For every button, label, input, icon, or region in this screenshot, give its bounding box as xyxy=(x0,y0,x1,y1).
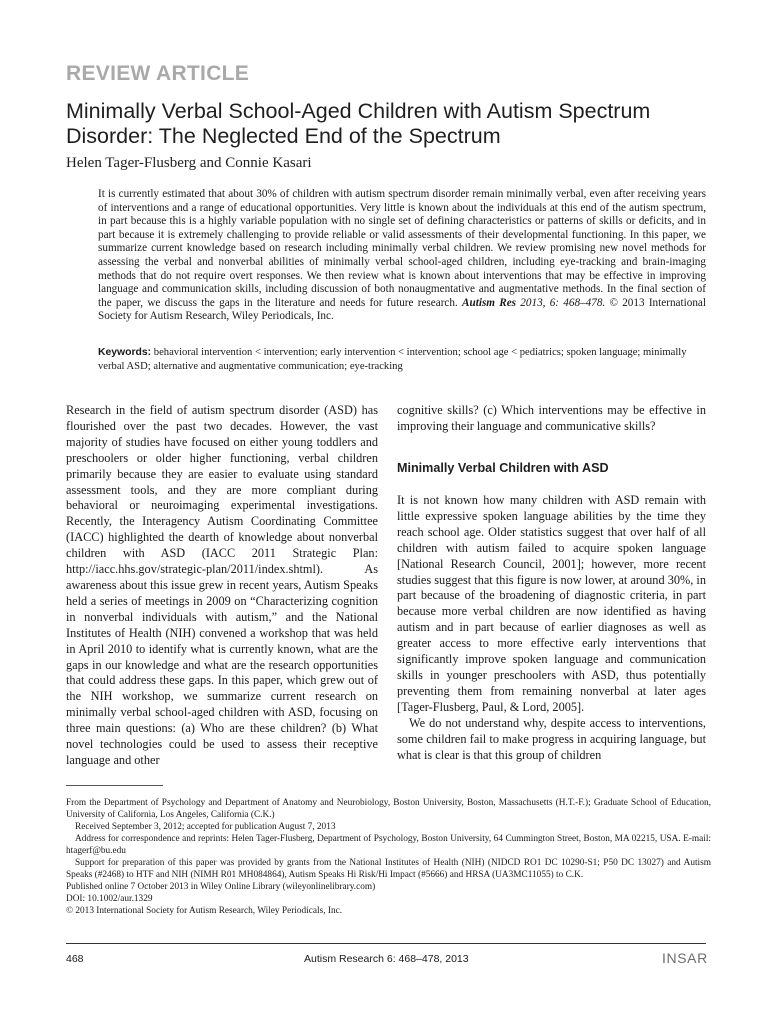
keywords-label: Keywords: xyxy=(98,347,152,358)
abstract-journal: Autism Res xyxy=(462,296,517,309)
body-right-column xyxy=(397,493,706,763)
body-right-column-intro: cognitive skills? (c) Which interventions may be effective in improving their language and communicative skills? xyxy=(397,403,706,433)
footnote-support: Support for preparation of this paper was provided by grants from the National Institutes of Health (NIH) (NIDCD RO1 DC 10290-S1; P50 DC 13027) and Autism Speaks (#2468) to HTF and NIH (NIMH R01 MH084864), Autism Speaks Hi Risk/Hi Impact (#5666) and HRSA (UA3MC11055) to C.K. xyxy=(66,858,711,880)
article-title: Minimally Verbal School-Aged Children with Autism Spectrum Disorder: The Neglected End of the Spectrum xyxy=(66,99,651,148)
section-heading: Minimally Verbal Children with ASD xyxy=(397,461,609,475)
article-type-label: REVIEW ARTICLE xyxy=(66,62,250,85)
journal-citation: Autism Research 6: 468–478, 2013 xyxy=(304,953,469,965)
paragraph: We do not understand why, despite access to interventions, some children fail to make progress in acquiring language, but what is clear is that this group of children xyxy=(397,715,706,762)
keywords-text: behavioral intervention < intervention; early intervention < intervention; school age < pediatrics; spoken language; minimally verbal ASD; alternative and augmentative communication; eye-tracking xyxy=(98,347,687,372)
footnote-copyright: © 2013 International Society for Autism Research, Wiley Periodicals, Inc. xyxy=(66,906,343,916)
footnote-divider xyxy=(66,785,163,786)
paragraph: It is not known how many children with ASD remain with little expressive spoken language abilities by the time they reach school age. Older statistics suggest that over half of all children with autism failed to acquire spoken language [National Research Council, 2001]; however, more recent studies suggest that this figure is now lower, at around 30%, in part because of the broadening of diagnostic criteria, in part because more verbal children are now identified as having autism and in part because of earlier diagnoses as well as greater access to more effective early interventions that significantly improve spoken language and communication skills in younger preschoolers with ASD, thus potentially preventing them from remaining nonverbal at later ages [Tager-Flusberg, Paul, & Lord, 2005]. xyxy=(397,493,706,714)
publisher-logo: INSAR xyxy=(662,950,708,966)
abstract-citation: 2013, 6: 468–478. xyxy=(520,296,606,309)
footnote-received: Received September 3, 2012; accepted for publication August 7, 2013 xyxy=(75,822,336,832)
keywords xyxy=(98,346,708,373)
author-list: Helen Tager-Flusberg and Connie Kasari xyxy=(66,155,312,171)
body-left-column: Research in the field of autism spectrum disorder (ASD) has flourished over the past two decades. However, the vast majority of studies have focused on either young toddlers and preschoolers or older higher functioning, verbal children primarily because they are easier to evaluate using standard assessment tools, and they are more compliant during behavioral or neuroimaging experimental investigations. Recently, the Interagency Autism Coordinating Committee (IACC) highlighted the dearth of knowledge about nonverbal children with ASD (IACC 2011 Strategic Plan: http://iacc.hhs.gov/strategic-plan/2011/index.shtml). As awareness about this issue grew in recent years, Autism Speaks held a series of meetings in 2009 on “Characterizing cognition in nonverbal individuals with autism,” and the National Institutes of Health (NIH) convened a workshop that was held in April 2010 to identify what is currently known, what are the gaps in our knowledge and what are the research opportunities that could address these gaps. In this paper, which grew out of the NIH workshop, we summarize current research on minimally verbal school-aged children with ASD, focusing on three main questions: (a) Who are these children? (b) What novel technologies could be used to assess their receptive language and other xyxy=(66,403,378,767)
footnote-published: Published online 7 October 2013 in Wiley Online Library (wileyonlinelibrary.com) xyxy=(66,882,376,892)
abstract-body: It is currently estimated that about 30% of children with autism spectrum disorder remain minimally verbal, even after receiving years of interventions and a range of educational opportunities. Very little is known about the individuals at this end of the autism spectrum, in part because this is a highly variable population with no single set of defining characteristics or patterns of skills or deficits, and in part because it is extremely challenging to provide reliable or valid assessments of their developmental functioning. In this paper, we summarize current knowledge based on research including minimally verbal children. We review promising new novel methods for assessing the verbal and nonverbal abilities of minimally verbal school-aged children, including eye-tracking and brain-imaging methods that do not require overt responses. We then review what is known about interventions that may be effective in improving language and communication skills, including discussion of both nonaugmentative and augmentative methods. In the final section of the paper, we discuss the gaps in the literature and needs for future research. xyxy=(98,188,706,309)
footnote-correspondence: Address for correspondence and reprints: Helen Tager-Flusberg, Department of Psychology, Boston University, 64 Cummington Street, Boston, MA 02215, USA. E-mail: htagerf@bu.edu xyxy=(66,834,711,856)
footnote-affiliation: From the Department of Psychology and Department of Anatomy and Neurobiology, Boston University, Boston, Massachusetts (H.T.-F.); Graduate School of Education, University of California, Los Angeles, California (C.K.) xyxy=(66,798,711,820)
page-number: 468 xyxy=(66,953,84,965)
footer-rule xyxy=(66,943,706,944)
abstract-copyright: © 2013 International Society for Autism Research, Wiley Periodicals, Inc. xyxy=(98,296,706,323)
abstract xyxy=(98,188,706,324)
footnotes xyxy=(66,797,711,917)
footnote-doi: DOI: 10.1002/aur.1329 xyxy=(66,894,153,904)
